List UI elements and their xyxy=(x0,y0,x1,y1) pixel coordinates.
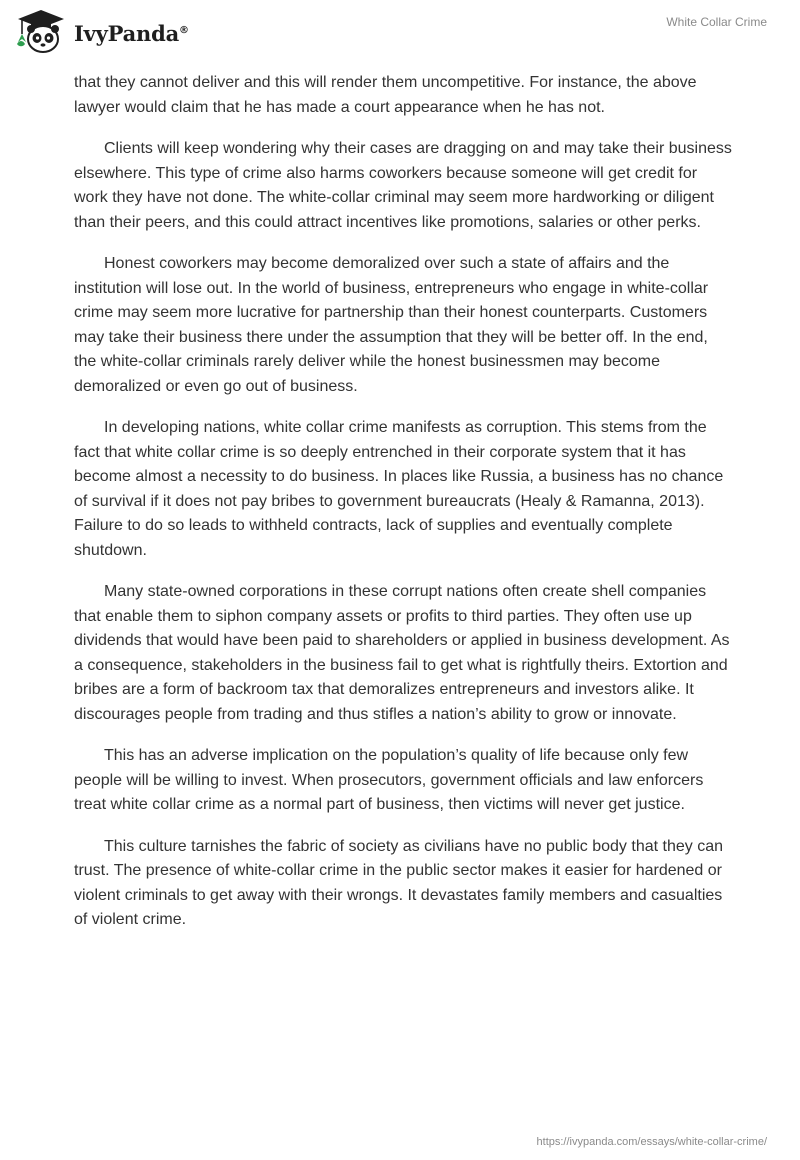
document-title: White Collar Crime xyxy=(666,15,767,29)
brand-name: IvyPanda® xyxy=(74,20,189,46)
paragraph: This has an adverse implication on the population’s quality of life because only few people will be willing to invest. When prosecutors, government officials and law enforcers treat white collar crime as a normal part of business, then victims will never get justice. xyxy=(74,747,704,813)
paragraph: Many state-owned corporations in these corrupt nations often create shell companies that enable them to siphon company assets or profits to third parties. They often use up dividends that would have been paid to shareholders or applied in business development. As a consequence, stakeholders in the business fail to get what is rightfully theirs. Extortion and bribes are a form of backroom tax that demoralizes entrepreneurs and investors alike. It discourages people from trading and thus stifles a nation’s ability to grow or innovate. xyxy=(74,583,730,723)
page-header xyxy=(0,0,800,70)
registered-mark: ® xyxy=(179,24,189,36)
source-url[interactable]: https://ivypanda.com/essays/white-collar-crime/ xyxy=(536,1136,767,1148)
brand-logo[interactable] xyxy=(14,8,189,54)
essay-body xyxy=(74,71,734,950)
paragraph: In developing nations, white collar crime manifests as corruption. This stems from the fact that white collar crime is so deeply entrenched in their corporate system that it has become almost a necessity to do business. In places like Russia, a business has no chance of survival if it does not pay bribes to government bureaucrats (Healy & Ramanna, 2013). Failure to do so leads to withheld contracts, lack of supplies and eventually complete shutdown. xyxy=(74,419,724,559)
panda-graduation-cap-icon xyxy=(14,8,68,54)
paragraph: This culture tarnishes the fabric of society as civilians have no public body that they can trust. The presence of white-collar crime in the public sector makes it easier for hardened or violent criminals to get away with their wrongs. It devastates family members and casualties of violent crime. xyxy=(74,837,723,928)
paragraph: Honest coworkers may become demoralized over such a state of affairs and the institution will lose out. In the world of business, entrepreneurs who engage in white-collar crime may seem more lucrative for partnership than their honest counterparts. Customers may take their business there under the assumption that they will be better off. In the end, the white-collar criminals rarely deliver while the honest businessmen may become demoralized or even go out of business. xyxy=(74,255,709,395)
paragraph: Clients will keep wondering why their cases are dragging on and may take their business elsewhere. This type of crime also harms coworkers because someone will get credit for work they have not done. The white-collar criminal may seem more hardworking or diligent than their peers, and this could attract incentives like promotions, salaries or other perks. xyxy=(74,140,732,231)
paragraph: that they cannot deliver and this will render them uncompetitive. For instance, the above lawyer would claim that he has made a court appearance when he has not. xyxy=(74,74,697,116)
